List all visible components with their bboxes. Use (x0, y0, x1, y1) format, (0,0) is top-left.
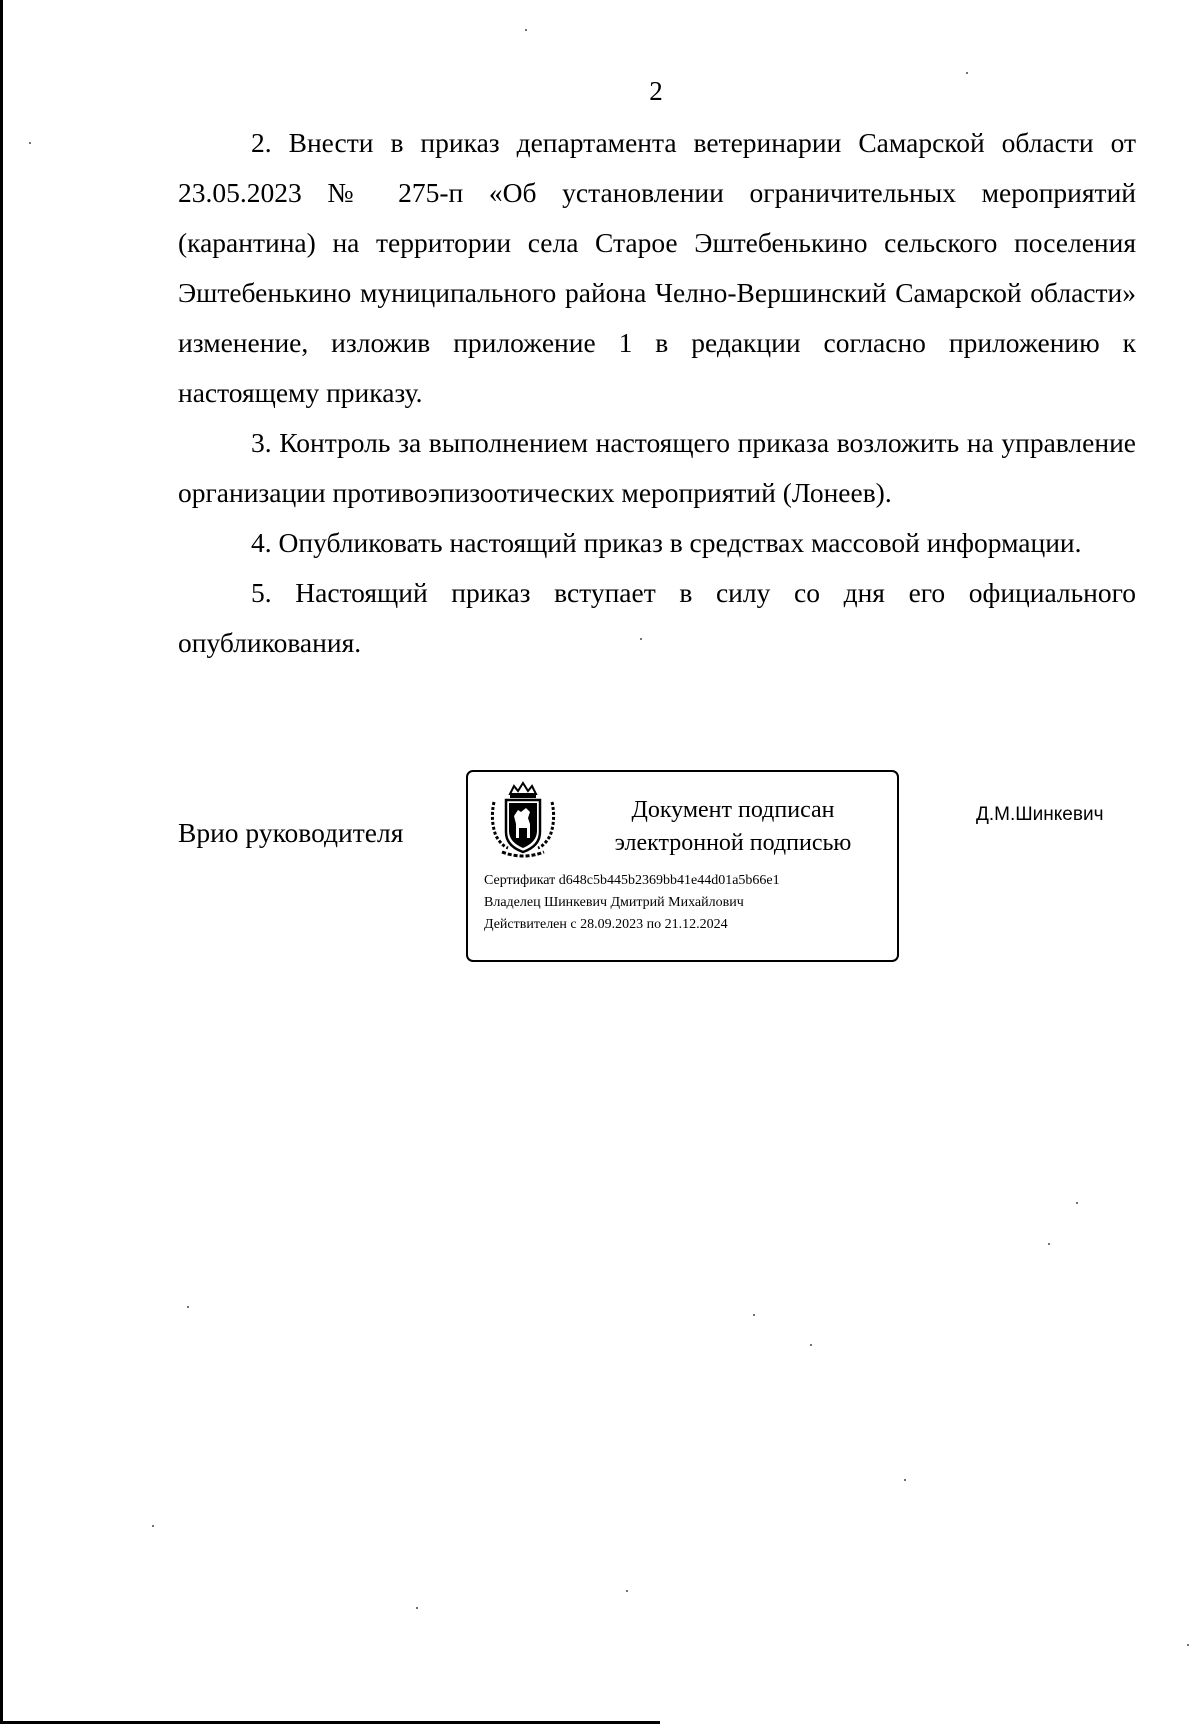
paragraph-3: 3. Контроль за выполнением настоящего приказа возложить на управление организации противоэпизоотических мероприятий (Лонеев). (178, 427, 1136, 508)
paragraph-5: 5. Настоящий приказ вступает в силу со дня его официального опубликования. (178, 577, 1136, 658)
scan-speck (1048, 1243, 1050, 1245)
scan-speck (640, 638, 642, 640)
signer-position: Врио руководителя (178, 817, 404, 848)
scan-speck (416, 1607, 418, 1609)
paragraph-4: 4. Опубликовать настоящий приказ в средствах массовой информации. (251, 527, 1082, 558)
stamp-validity: Действителен с 28.09.2023 по 21.12.2024 (484, 917, 728, 932)
stamp-details (484, 870, 780, 936)
scan-speck (626, 1590, 628, 1592)
stamp-owner: Владелец Шинкевич Дмитрий Михайлович (484, 895, 744, 910)
scan-speck (904, 1479, 906, 1481)
scan-speck (187, 1306, 189, 1308)
scan-speck (753, 1314, 755, 1316)
stamp-title-line2: электронной подписью (614, 830, 852, 856)
scan-speck (966, 72, 968, 74)
paragraph-2: 2. Внести в приказ департамента ветеринарии Самарской области от 23.05.2023 № 275-п «Об установлении ограничительных мероприятий (карантина) на территории села Старое Эштебенькино сельского поселения Эштебенькино муниципального района Челно-Вершинский Самарской области» изменение, изложив приложение 1 в редакции согласно приложению к настоящему приказу. (178, 127, 1136, 408)
scan-speck (810, 1344, 812, 1346)
scan-speck (1187, 1644, 1189, 1646)
scan-speck (29, 142, 31, 144)
scan-speck (152, 1525, 154, 1527)
electronic-signature-stamp (466, 770, 899, 962)
stamp-certificate: Сертификат d648c5b445b2369bb41e44d01a5b66e1 (484, 873, 780, 888)
scan-speck (525, 29, 527, 31)
page-number: 2 (649, 76, 663, 106)
scan-speck (1076, 1202, 1078, 1204)
signer-name: Д.М.Шинкевич (976, 804, 1104, 825)
stamp-title (588, 794, 878, 860)
scan-left-edge (0, 0, 3, 1724)
document-body (178, 118, 1136, 668)
coat-of-arms-icon (488, 780, 558, 858)
stamp-title-line1: Документ подписан (631, 797, 835, 823)
